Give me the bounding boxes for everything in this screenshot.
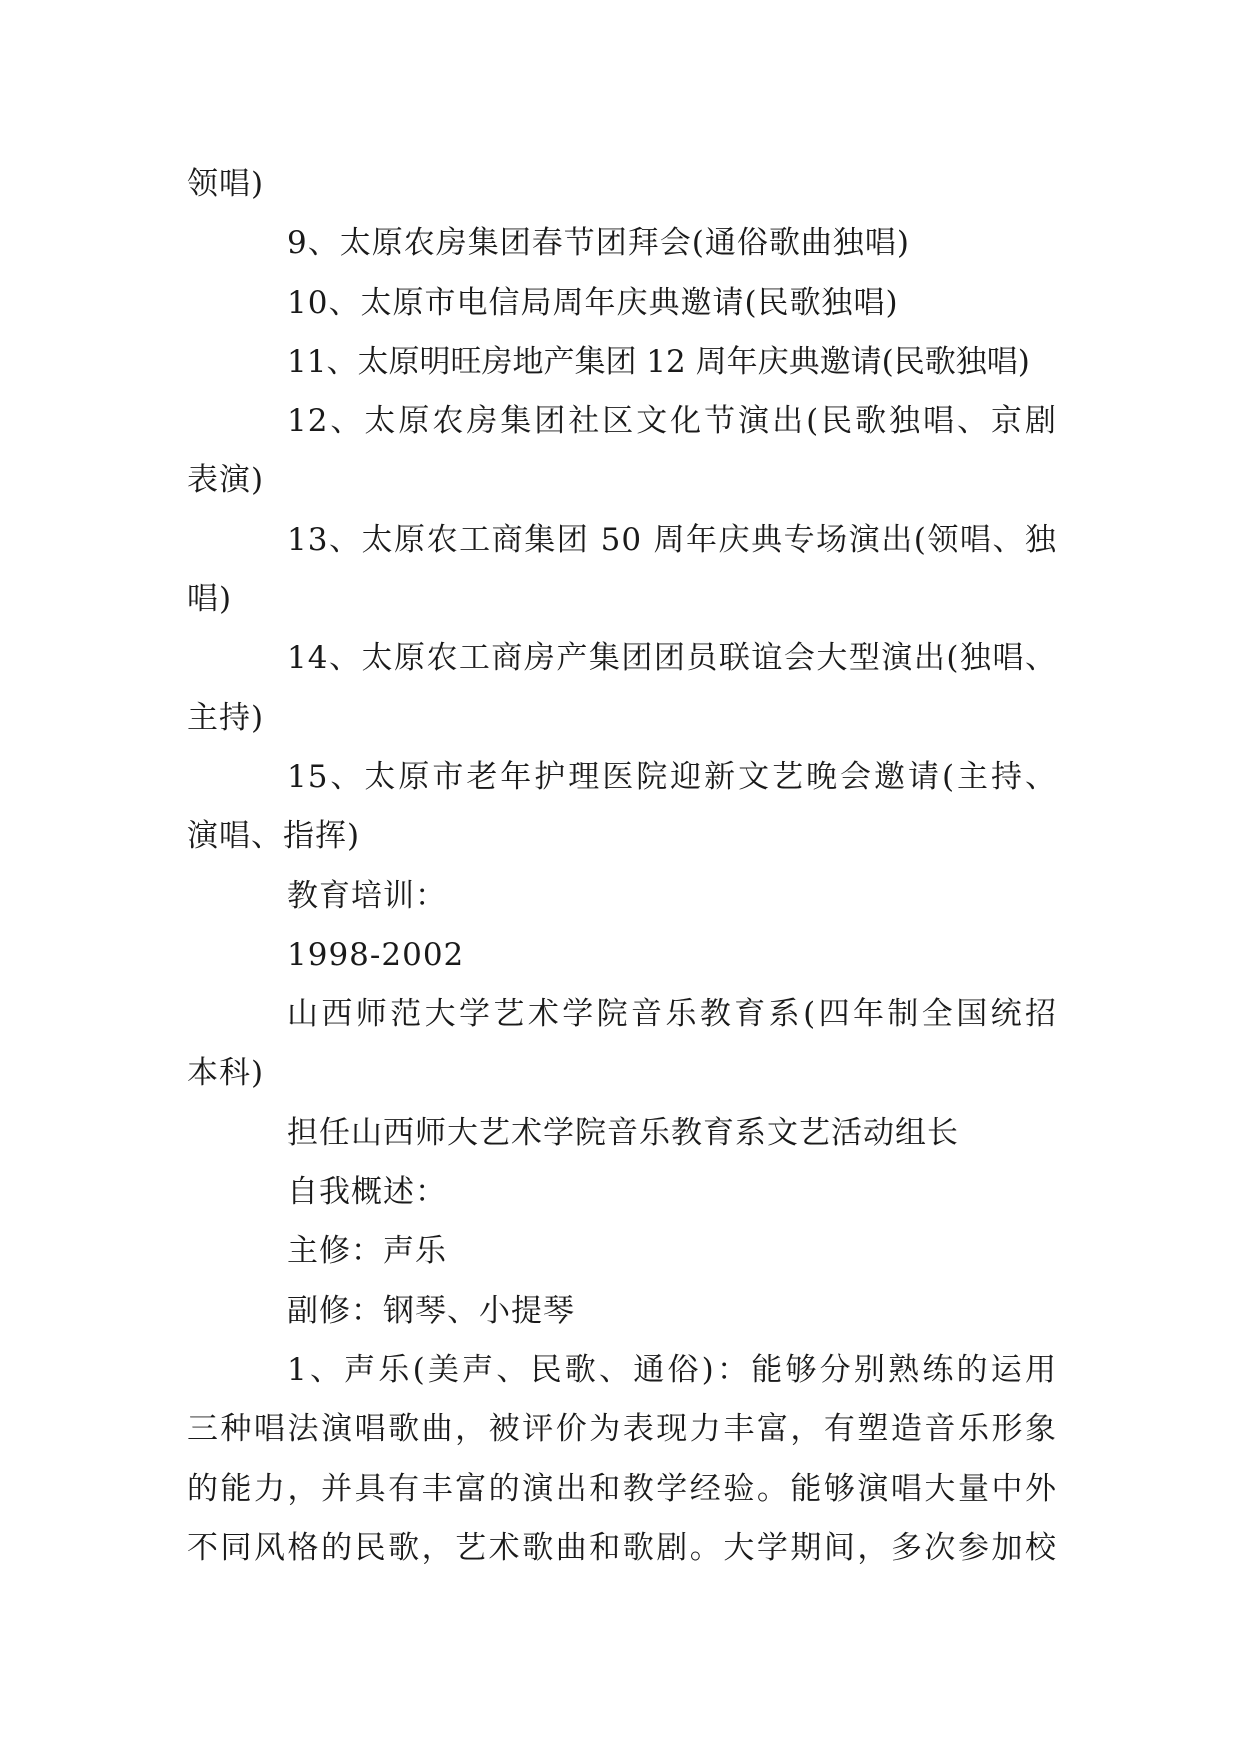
text-line: 9、太原农房集团春节团拜会(通俗歌曲独唱) [287, 225, 910, 262]
text-line: 三种唱法演唱歌曲，被评价为表现力丰富，有塑造音乐形象 [187, 1411, 1057, 1448]
text-line: 表演) [187, 462, 265, 499]
text-line: 主持) [187, 699, 265, 736]
text-line: 11、太原明旺房地产集团 12 周年庆典邀请(民歌独唱) [287, 343, 1030, 380]
text-line: 本科) [187, 1055, 265, 1092]
document-body [187, 155, 1057, 1578]
text-line: 的能力，并具有丰富的演出和教学经验。能够演唱大量中外 [187, 1470, 1057, 1507]
section-heading-education: 教育培训： [287, 877, 447, 914]
text-line: 演唱、指挥) [187, 818, 361, 855]
section-heading-self-summary: 自我概述： [287, 1174, 447, 1211]
text-line: 唱) [187, 581, 233, 618]
text-line: 主修：声乐 [287, 1233, 447, 1270]
text-line: 12、太原农房集团社区文化节演出(民歌独唱、京剧 [287, 403, 1057, 440]
text-line: 领唱) [187, 166, 265, 202]
text-line: 15、太原市老年护理医院迎新文艺晚会邀请(主持、 [287, 758, 1057, 795]
text-line: 副修：钢琴、小提琴 [287, 1292, 575, 1329]
text-line: 山西师范大学艺术学院音乐教育系(四年制全国统招 [287, 996, 1057, 1033]
text-line: 1、声乐(美声、民歌、通俗)：能够分别熟练的运用 [287, 1351, 1057, 1388]
text-line: 10、太原市电信局周年庆典邀请(民歌独唱) [287, 284, 899, 321]
text-line: 担任山西师大艺术学院音乐教育系文艺活动组长 [287, 1114, 959, 1151]
text-line: 不同风格的民歌，艺术歌曲和歌剧。大学期间，多次参加校 [187, 1529, 1057, 1566]
text-line: 14、太原农工商房产集团团员联谊会大型演出(独唱、 [287, 640, 1057, 677]
text-line: 1998-2002 [287, 936, 465, 973]
text-line: 13、太原农工商集团 50 周年庆典专场演出(领唱、独 [287, 521, 1057, 558]
